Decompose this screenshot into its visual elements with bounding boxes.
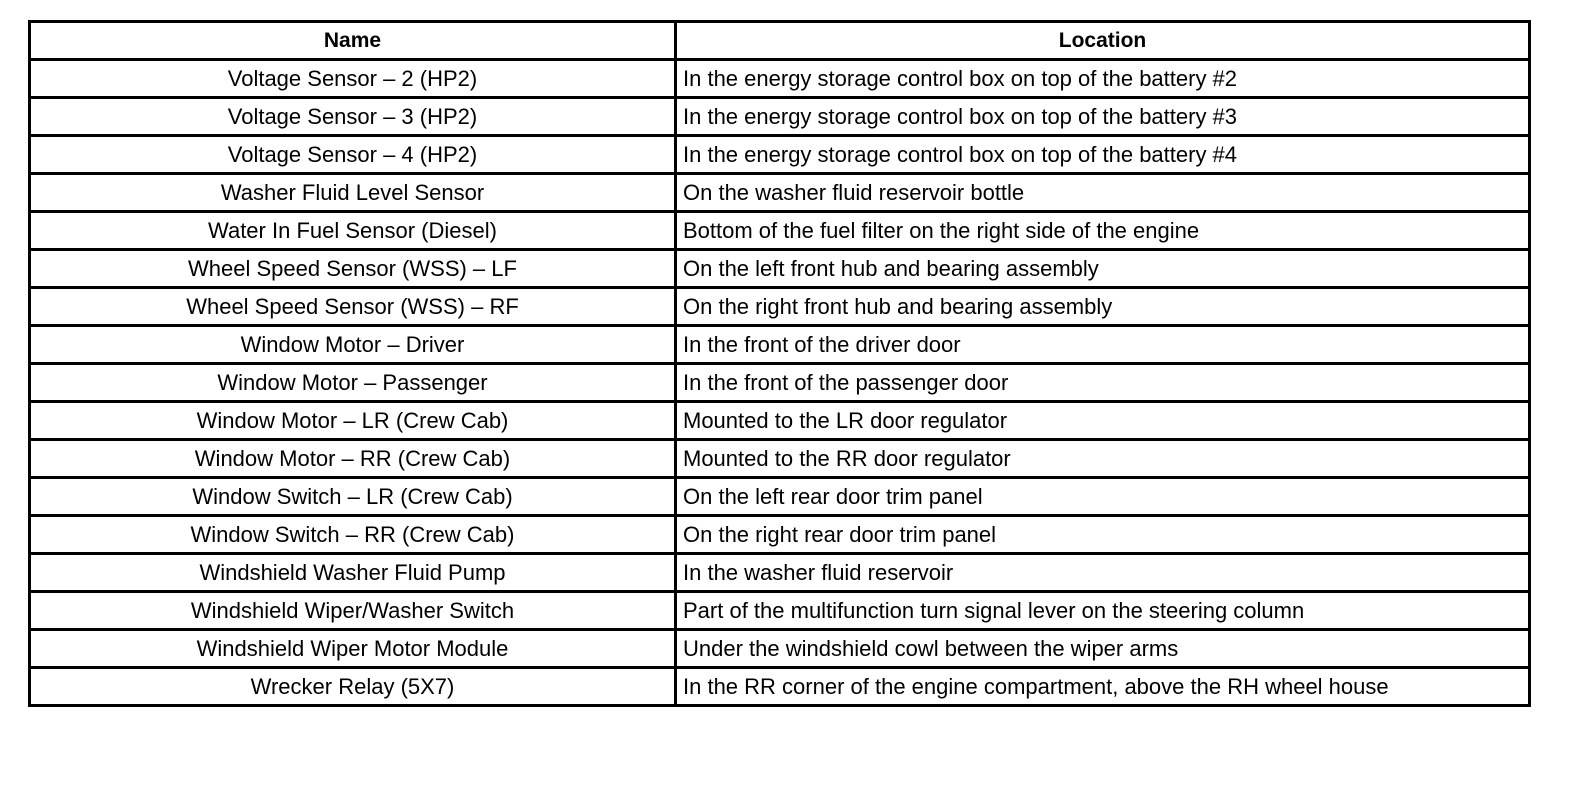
name-cell: Windshield Washer Fluid Pump xyxy=(30,554,676,592)
table-row xyxy=(30,174,1530,212)
location-cell: Under the windshield cowl between the wiper arms xyxy=(676,630,1530,668)
table-row xyxy=(30,592,1530,630)
location-cell: In the energy storage control box on top of the battery #4 xyxy=(676,136,1530,174)
table-row xyxy=(30,402,1530,440)
table-row xyxy=(30,326,1530,364)
component-location-table-container xyxy=(28,20,1528,707)
location-cell: In the RR corner of the engine compartment, above the RH wheel house xyxy=(676,668,1530,706)
location-cell: Part of the multifunction turn signal lever on the steering column xyxy=(676,592,1530,630)
location-cell: On the right rear door trim panel xyxy=(676,516,1530,554)
table-row xyxy=(30,668,1530,706)
name-cell: Wrecker Relay (5X7) xyxy=(30,668,676,706)
name-cell: Voltage Sensor – 3 (HP2) xyxy=(30,98,676,136)
table-header xyxy=(30,22,1530,60)
name-cell: Water In Fuel Sensor (Diesel) xyxy=(30,212,676,250)
table-row xyxy=(30,630,1530,668)
name-cell: Windshield Wiper/Washer Switch xyxy=(30,592,676,630)
table-body xyxy=(30,60,1530,706)
header-row xyxy=(30,22,1530,60)
location-cell: On the washer fluid reservoir bottle xyxy=(676,174,1530,212)
name-cell: Windshield Wiper Motor Module xyxy=(30,630,676,668)
name-cell: Window Switch – LR (Crew Cab) xyxy=(30,478,676,516)
column-header-location: Location xyxy=(676,22,1530,60)
component-location-table xyxy=(28,20,1531,707)
name-cell: Window Motor – Driver xyxy=(30,326,676,364)
name-cell: Voltage Sensor – 4 (HP2) xyxy=(30,136,676,174)
name-cell: Wheel Speed Sensor (WSS) – LF xyxy=(30,250,676,288)
table-row xyxy=(30,212,1530,250)
location-cell: Mounted to the RR door regulator xyxy=(676,440,1530,478)
name-cell: Washer Fluid Level Sensor xyxy=(30,174,676,212)
table-row xyxy=(30,478,1530,516)
location-cell: In the energy storage control box on top of the battery #2 xyxy=(676,60,1530,98)
table-row xyxy=(30,98,1530,136)
name-cell: Window Motor – LR (Crew Cab) xyxy=(30,402,676,440)
location-cell: On the left rear door trim panel xyxy=(676,478,1530,516)
location-cell: On the right front hub and bearing assembly xyxy=(676,288,1530,326)
name-cell: Voltage Sensor – 2 (HP2) xyxy=(30,60,676,98)
name-cell: Window Motor – Passenger xyxy=(30,364,676,402)
name-cell: Window Switch – RR (Crew Cab) xyxy=(30,516,676,554)
location-cell: In the front of the driver door xyxy=(676,326,1530,364)
location-cell: In the front of the passenger door xyxy=(676,364,1530,402)
table-row xyxy=(30,136,1530,174)
location-cell: Mounted to the LR door regulator xyxy=(676,402,1530,440)
table-row xyxy=(30,364,1530,402)
location-cell: On the left front hub and bearing assembly xyxy=(676,250,1530,288)
name-cell: Wheel Speed Sensor (WSS) – RF xyxy=(30,288,676,326)
location-cell: Bottom of the fuel filter on the right side of the engine xyxy=(676,212,1530,250)
table-row xyxy=(30,440,1530,478)
table-row xyxy=(30,288,1530,326)
table-row xyxy=(30,60,1530,98)
location-cell: In the energy storage control box on top of the battery #3 xyxy=(676,98,1530,136)
name-cell: Window Motor – RR (Crew Cab) xyxy=(30,440,676,478)
table-row xyxy=(30,250,1530,288)
table-row xyxy=(30,516,1530,554)
column-header-name: Name xyxy=(30,22,676,60)
location-cell: In the washer fluid reservoir xyxy=(676,554,1530,592)
table-row xyxy=(30,554,1530,592)
